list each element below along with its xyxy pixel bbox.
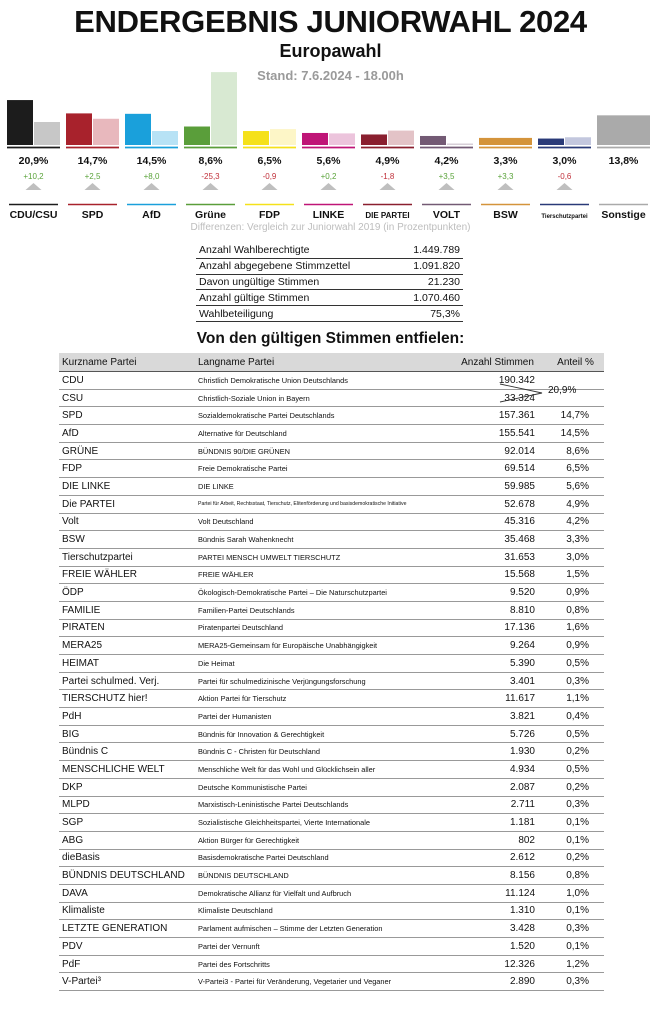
cell-stimmen: 3.401 [448, 672, 547, 690]
table-row [59, 637, 604, 655]
party-label: Grüne [195, 209, 226, 221]
cell-kurzname: CSU [59, 389, 195, 407]
share-label: 5,6% [316, 155, 341, 167]
cell-langname: Alternative für Deutschland [195, 425, 448, 443]
cell-kurzname: Klimaliste [59, 902, 195, 920]
cell-langname: Basisdemokratische Partei Deutschland [195, 849, 448, 867]
stats-label: Anzahl gültige Stimmen [196, 290, 396, 306]
col-header-anteil: Anteil % [547, 353, 604, 372]
party-label: Sonstige [601, 209, 646, 221]
col-header-stimmen: Anzahl Stimmen [448, 353, 547, 372]
cell-stimmen: 1.310 [448, 902, 547, 920]
cell-kurzname: MERA25 [59, 637, 195, 655]
cell-kurzname: Partei schulmed. Verj. [59, 672, 195, 690]
party-label: CDU/CSU [9, 209, 58, 221]
diff-triangle [203, 183, 219, 190]
bar-2019 [329, 133, 355, 145]
cell-stimmen: 157.361 [448, 407, 547, 425]
page-subtitle: Europawahl [279, 41, 382, 61]
diff-triangle [557, 183, 573, 190]
cell-anteil: 0,5% [547, 761, 604, 779]
bar-2019 [93, 119, 119, 145]
cell-stimmen: 2.087 [448, 778, 547, 796]
cell-anteil: 0,5% [547, 655, 604, 673]
table-row [59, 920, 604, 938]
cell-stimmen: 2.612 [448, 849, 547, 867]
cell-kurzname: FAMILIE [59, 601, 195, 619]
diff-triangle [262, 183, 278, 190]
cell-langname: Partei der Humanisten [195, 708, 448, 726]
share-label: 20,9% [18, 155, 49, 167]
cell-langname: Klimaliste Deutschland [195, 902, 448, 920]
cell-kurzname: MLPD [59, 796, 195, 814]
share-label: 13,8% [608, 155, 639, 167]
table-row [59, 460, 604, 478]
diff-triangle [144, 183, 160, 190]
stand-timestamp: Stand: 7.6.2024 - 18.00h [257, 68, 404, 83]
diff-triangle [380, 183, 396, 190]
cell-kurzname: HEIMAT [59, 655, 195, 673]
table-row [59, 531, 604, 549]
party-label: Tierschutzpartei [541, 214, 588, 220]
table-row [59, 938, 604, 956]
cell-anteil: 0,9% [547, 637, 604, 655]
cell-kurzname: BSW [59, 531, 195, 549]
party-label: LINKE [312, 209, 345, 221]
cell-stimmen: 5.726 [448, 725, 547, 743]
stats-row [196, 290, 463, 306]
stats-value: 75,3% [396, 306, 463, 322]
col-header-langname: Langname Partei [195, 353, 448, 372]
table-row [59, 778, 604, 796]
table-row [59, 513, 604, 531]
table-row [59, 495, 604, 513]
share-label: 14,5% [136, 155, 167, 167]
table-row [59, 743, 604, 761]
cell-stimmen: 12.326 [448, 955, 547, 973]
cell-langname: MERA25-Gemeinsam für Europäische Unabhängigkeit [195, 637, 448, 655]
page-title: ENDERGEBNIS JUNIORWAHL 2024 [74, 4, 587, 39]
table-row [59, 566, 604, 584]
table-row [59, 442, 604, 460]
stats-value: 1.070.460 [396, 290, 463, 306]
diff-label: +8,0 [143, 172, 160, 181]
cell-stimmen: 17.136 [448, 619, 547, 637]
diff-label: -25,3 [201, 172, 220, 181]
party-label: FDP [259, 209, 280, 221]
cell-langname: Bündnis Sarah Wahenknecht [195, 531, 448, 549]
bar-2024 [302, 133, 328, 145]
stats-label: Davon ungültige Stimmen [196, 274, 396, 290]
cell-stimmen: 3.428 [448, 920, 547, 938]
bar-2024 [538, 139, 564, 145]
table-row [59, 708, 604, 726]
cell-anteil: 8,6% [547, 442, 604, 460]
cell-langname: Deutsche Kommunistische Partei [195, 778, 448, 796]
cell-langname: DIE LINKE [195, 478, 448, 496]
cell-anteil: 0,8% [547, 601, 604, 619]
bar-2024 [479, 138, 532, 145]
cell-langname: Partei für Arbeit, Rechtsstaat, Tierschutz, Elitenförderung und basisdemokratische Initiative [195, 495, 448, 513]
cell-kurzname: TIERSCHUTZ hier! [59, 690, 195, 708]
table-row [59, 814, 604, 832]
cell-anteil: 0,3% [547, 920, 604, 938]
cell-langname: Ökologisch-Demokratische Partei – Die Naturschutzpartei [195, 584, 448, 602]
cell-kurzname: AfD [59, 425, 195, 443]
cell-stimmen: 33.324 [448, 389, 547, 407]
diff-triangle [439, 183, 455, 190]
cell-anteil: 0,3% [547, 973, 604, 991]
diff-triangle [498, 183, 514, 190]
cell-kurzname: dieBasis [59, 849, 195, 867]
cell-stimmen: 11.124 [448, 884, 547, 902]
stats-row [196, 258, 463, 274]
table-row [59, 584, 604, 602]
cell-stimmen: 1.520 [448, 938, 547, 956]
table-row [59, 619, 604, 637]
diff-label: +0,2 [320, 172, 337, 181]
cell-anteil: 14,7% [547, 407, 604, 425]
bar-2024 [7, 100, 33, 145]
cell-stimmen: 92.014 [448, 442, 547, 460]
diff-label: +2,5 [84, 172, 101, 181]
table-row [59, 690, 604, 708]
party-label: AfD [142, 209, 161, 221]
cell-anteil: 0,8% [547, 867, 604, 885]
cell-langname: Christlich Demokratische Union Deutschlands [195, 372, 448, 390]
cell-langname: PARTEI MENSCH UMWELT TIERSCHUTZ [195, 548, 448, 566]
cell-kurzname: DAVA [59, 884, 195, 902]
bar-2019 [447, 143, 473, 145]
cell-stimmen: 9.264 [448, 637, 547, 655]
cell-langname: Aktion Partei für Tierschutz [195, 690, 448, 708]
cell-stimmen: 69.514 [448, 460, 547, 478]
cell-anteil: 0,1% [547, 831, 604, 849]
stats-label: Wahlbeteiligung [196, 306, 396, 322]
table-row [59, 796, 604, 814]
table-row [59, 407, 604, 425]
cdu-csu-combined-share: 20,9% [548, 385, 577, 396]
table-row [59, 478, 604, 496]
cell-kurzname: GRÜNE [59, 442, 195, 460]
bar-2024 [66, 113, 92, 145]
cell-langname: Bündnis für Innovation & Gerechtigkeit [195, 725, 448, 743]
cell-stimmen: 45.316 [448, 513, 547, 531]
cell-stimmen: 31.653 [448, 548, 547, 566]
party-label: SPD [81, 209, 104, 221]
cell-kurzname: DKP [59, 778, 195, 796]
cell-stimmen: 8.156 [448, 867, 547, 885]
cell-stimmen: 1.181 [448, 814, 547, 832]
party-label: VOLT [432, 209, 461, 221]
cell-anteil: 0,4% [547, 708, 604, 726]
cell-kurzname: BÜNDNIS DEUTSCHLAND [59, 867, 195, 885]
cell-kurzname: PdF [59, 955, 195, 973]
diff-triangle [321, 183, 337, 190]
cell-anteil: 1,2% [547, 955, 604, 973]
cell-stimmen: 35.468 [448, 531, 547, 549]
cell-anteil: 0,1% [547, 938, 604, 956]
share-label: 3,3% [493, 155, 518, 167]
cell-stimmen: 5.390 [448, 655, 547, 673]
cell-stimmen: 155.541 [448, 425, 547, 443]
cell-anteil: 0,2% [547, 743, 604, 761]
table-row [59, 902, 604, 920]
stats-label: Anzahl Wahlberechtigte [196, 243, 396, 258]
diff-label: +10,2 [23, 172, 44, 181]
bar-2019 [34, 122, 60, 145]
cell-kurzname: V-Partei³ [59, 973, 195, 991]
cell-kurzname: LETZTE GENERATION [59, 920, 195, 938]
bar-2024 [597, 115, 650, 145]
cell-stimmen: 2.711 [448, 796, 547, 814]
table-row [59, 672, 604, 690]
results-header-row [59, 353, 604, 372]
cell-stimmen: 3.821 [448, 708, 547, 726]
cell-langname: V-Partei3 - Partei für Veränderung, Vegetarier und Veganer [195, 973, 448, 991]
cell-kurzname: ÖDP [59, 584, 195, 602]
stats-row [196, 306, 463, 322]
cell-langname: BÜNDNIS DEUTSCHLAND [195, 867, 448, 885]
cell-stimmen: 59.985 [448, 478, 547, 496]
party-label: BSW [493, 209, 518, 221]
cell-langname: Menschliche Welt für das Wohl und Glücklichsein aller [195, 761, 448, 779]
table-row [59, 761, 604, 779]
stats-row [196, 274, 463, 290]
bar-2024 [420, 136, 446, 145]
col-header-kurzname: Kurzname Partei [59, 353, 195, 372]
cell-kurzname: Die PARTEI [59, 495, 195, 513]
cell-langname: Christlich-Soziale Union in Bayern [195, 389, 448, 407]
cell-langname: Parlament aufmischen – Stimme der Letzten Generation [195, 920, 448, 938]
cell-langname: Piratenpartei Deutschland [195, 619, 448, 637]
diff-label: -1,8 [380, 172, 395, 181]
cell-langname: Sozialdemokratische Partei Deutschlands [195, 407, 448, 425]
bar-2019 [211, 72, 237, 145]
cell-langname: FREIE WÄHLER [195, 566, 448, 584]
bar-2024 [184, 127, 210, 145]
table-row [59, 425, 604, 443]
cell-stimmen: 802 [448, 831, 547, 849]
cell-kurzname: PdH [59, 708, 195, 726]
cell-stimmen: 52.678 [448, 495, 547, 513]
cell-anteil: 0,2% [547, 849, 604, 867]
table-row [59, 849, 604, 867]
results-table [59, 353, 604, 991]
cell-kurzname: ABG [59, 831, 195, 849]
diff-triangle [26, 183, 42, 190]
cell-anteil: 0,3% [547, 672, 604, 690]
share-label: 3,0% [552, 155, 577, 167]
share-label: 14,7% [77, 155, 108, 167]
cell-anteil: 0,5% [547, 725, 604, 743]
cell-langname: BÜNDNIS 90/DIE GRÜNEN [195, 442, 448, 460]
diff-label: +3,3 [497, 172, 514, 181]
cell-anteil: 4,2% [547, 513, 604, 531]
cell-langname: Marxistisch-Leninistische Partei Deutschlands [195, 796, 448, 814]
bar-2019 [565, 137, 591, 145]
diff-label: +3,5 [438, 172, 455, 181]
cell-anteil: 1,0% [547, 884, 604, 902]
cell-anteil: 0,1% [547, 814, 604, 832]
bar-2024 [243, 131, 269, 145]
cell-langname: Die Heimat [195, 655, 448, 673]
cell-anteil: 0,9% [547, 584, 604, 602]
cell-stimmen: 1.930 [448, 743, 547, 761]
cell-langname: Aktion Bürger für Gerechtigkeit [195, 831, 448, 849]
cell-stimmen: 9.520 [448, 584, 547, 602]
cell-stimmen: 11.617 [448, 690, 547, 708]
table-row [59, 655, 604, 673]
table-row [59, 601, 604, 619]
cell-stimmen: 2.890 [448, 973, 547, 991]
cell-langname: Volt Deutschland [195, 513, 448, 531]
cell-kurzname: Bündnis C [59, 743, 195, 761]
stats-row [196, 243, 463, 258]
cell-anteil: 5,6% [547, 478, 604, 496]
diff-note: Differenzen: Vergleich zur Juniorwahl 2019 (in Prozentpunkten) [190, 222, 471, 233]
cell-kurzname: DIE LINKE [59, 478, 195, 496]
diff-label: -0,6 [557, 172, 572, 181]
cell-anteil: 1,1% [547, 690, 604, 708]
cell-stimmen: 8.810 [448, 601, 547, 619]
cell-kurzname: PDV [59, 938, 195, 956]
party-label: DIE PARTEI [365, 211, 410, 220]
cell-stimmen: 190.342 [448, 372, 547, 390]
stats-value: 1.091.820 [396, 258, 463, 274]
cell-anteil: 14,5% [547, 425, 604, 443]
cell-langname: Familien-Partei Deutschlands [195, 601, 448, 619]
table-row [59, 973, 604, 991]
stats-value: 21.230 [396, 274, 463, 290]
cell-kurzname: FDP [59, 460, 195, 478]
table-row [59, 548, 604, 566]
cell-anteil: 0,2% [547, 778, 604, 796]
bar-2024 [125, 114, 151, 145]
cell-kurzname: CDU [59, 372, 195, 390]
cell-kurzname: SGP [59, 814, 195, 832]
cell-stimmen: 4.934 [448, 761, 547, 779]
cell-anteil: 6,5% [547, 460, 604, 478]
cell-kurzname: BIG [59, 725, 195, 743]
cell-anteil: 0,3% [547, 796, 604, 814]
stats-value: 1.449.789 [396, 243, 463, 258]
results-bar-chart [0, 60, 661, 222]
cell-kurzname: FREIE WÄHLER [59, 566, 195, 584]
bar-2024 [361, 134, 387, 145]
cell-anteil: 0,1% [547, 902, 604, 920]
cell-langname: Partei des Fortschritts [195, 955, 448, 973]
table-row [59, 725, 604, 743]
cell-kurzname: MENSCHLICHE WELT [59, 761, 195, 779]
cell-langname: Bündnis C - Christen für Deutschland [195, 743, 448, 761]
share-label: 4,9% [375, 155, 400, 167]
cell-langname: Partei der Vernunft [195, 938, 448, 956]
stats-table [196, 243, 463, 322]
cdu-csu-bracket [498, 380, 548, 408]
cell-langname: Demokratische Allianz für Vielfalt und Aufbruch [195, 884, 448, 902]
table-row [59, 884, 604, 902]
cell-langname: Sozialistische Gleichheitspartei, Vierte Internationale [195, 814, 448, 832]
table-row [59, 831, 604, 849]
diff-label: -0,9 [262, 172, 277, 181]
cell-kurzname: Volt [59, 513, 195, 531]
cell-kurzname: Tierschutzpartei [59, 548, 195, 566]
cell-kurzname: PIRATEN [59, 619, 195, 637]
cell-anteil: 3,3% [547, 531, 604, 549]
cell-langname: Freie Demokratische Partei [195, 460, 448, 478]
cell-anteil: 3,0% [547, 548, 604, 566]
bar-2019 [152, 131, 178, 145]
table-row [59, 867, 604, 885]
share-label: 4,2% [434, 155, 459, 167]
cell-anteil: 4,9% [547, 495, 604, 513]
diff-triangle [85, 183, 101, 190]
cell-kurzname: SPD [59, 407, 195, 425]
cell-anteil: 1,6% [547, 619, 604, 637]
share-label: 8,6% [198, 155, 223, 167]
share-label: 6,5% [257, 155, 282, 167]
results-heading: Von den gültigen Stimmen entfielen: [196, 330, 465, 347]
table-row [59, 955, 604, 973]
bar-2019 [270, 129, 296, 145]
bar-2019 [388, 131, 414, 145]
cell-stimmen: 15.568 [448, 566, 547, 584]
stats-label: Anzahl abgegebene Stimmzettel [196, 258, 396, 274]
cell-langname: Partei für schulmedizinische Verjüngungsforschung [195, 672, 448, 690]
cell-anteil: 1,5% [547, 566, 604, 584]
